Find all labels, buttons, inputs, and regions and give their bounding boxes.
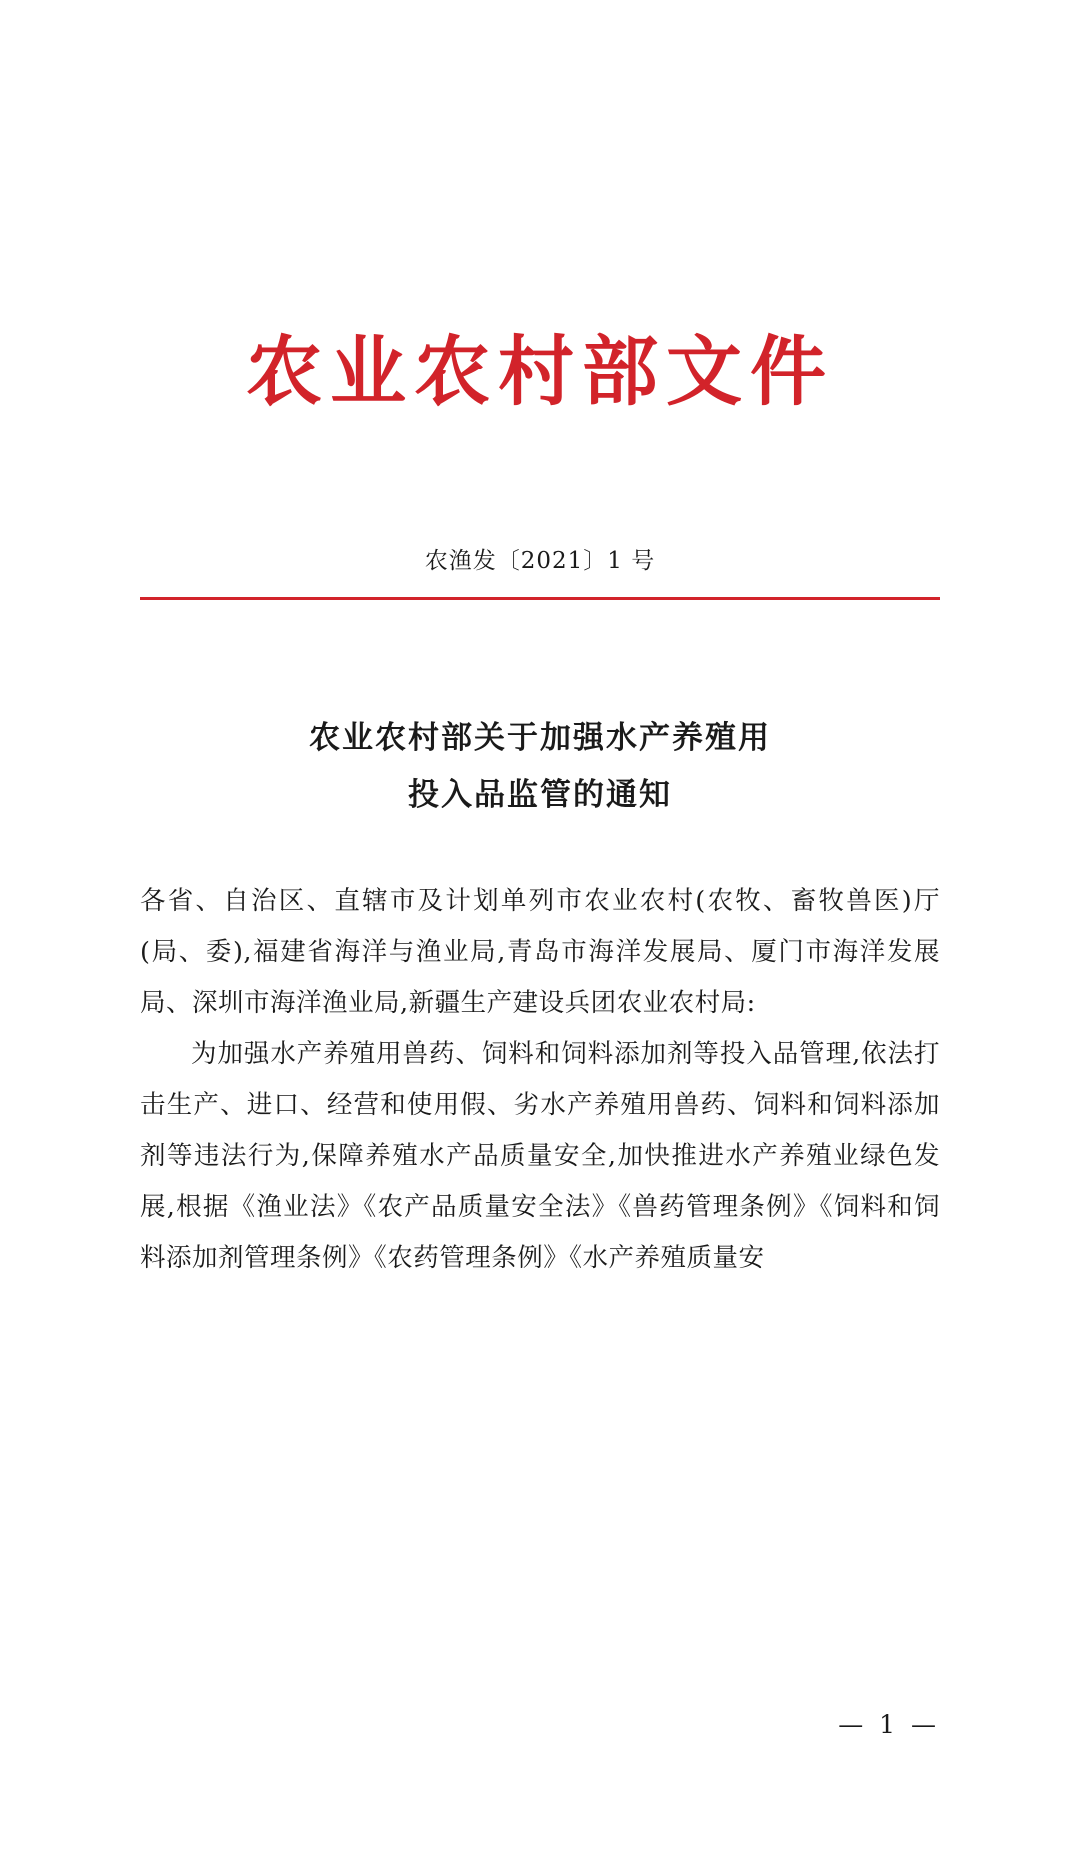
masthead-title: 农业农村部文件 — [246, 327, 834, 416]
masthead — [140, 327, 940, 416]
document-title — [140, 710, 940, 825]
red-divider-rule — [140, 597, 940, 600]
page-number: — 1 — — [838, 1710, 940, 1739]
paragraph-addressees: 各省、自治区、直辖市及计划单列市农业农村(农牧、畜牧兽医)厅(局、委),福建省海洋与渔业局,青岛市海洋发展局、厦门市海洋发展局、深圳市海洋渔业局,新疆生产建设兵团农业农村局: — [140, 886, 940, 1019]
document-body — [140, 876, 940, 1284]
document-title-line-2: 投入品监管的通知 — [408, 776, 672, 813]
paragraph-preamble: 为加强水产养殖用兽药、饲料和饲料添加剂等投入品管理,依法打击生产、进口、经营和使用假、劣水产养殖用兽药、饲料和饲料添加剂等违法行为,保障养殖水产品质量安全,加快推进水产养殖业绿色发展,根据《渔业法》《农产品质量安全法》《兽药管理条例》《饲料和饲料添加剂管理条例》《农药管理条例》《水产养殖质量安 — [140, 1039, 940, 1274]
document-number: 农渔发〔2021〕1 号 — [424, 547, 656, 574]
document-page — [0, 327, 1080, 1857]
document-title-line-1: 农业农村部关于加强水产养殖用 — [309, 719, 771, 756]
